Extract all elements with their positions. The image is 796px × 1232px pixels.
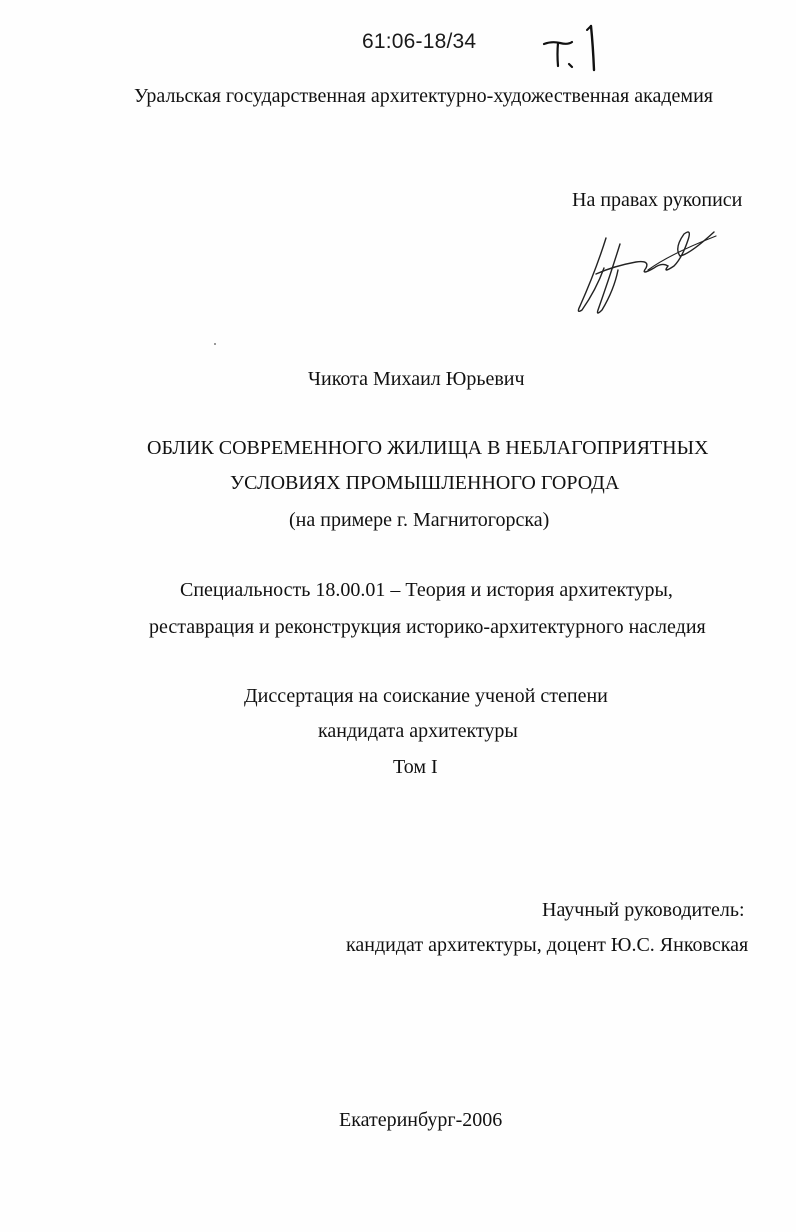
title-line-2: УСЛОВИЯХ ПРОМЫШЛЕННОГО ГОРОДА <box>230 472 620 494</box>
handwritten-volume-mark-icon <box>538 20 618 76</box>
place-year: Екатеринбург-2006 <box>339 1109 503 1131</box>
author-name: Чикота Михаил Юрьевич <box>308 368 525 390</box>
title-subtitle: (на примере г. Магнитогорска) <box>289 509 550 531</box>
manuscript-note: На правах рукописи <box>572 189 743 211</box>
specialty-line-1: Специальность 18.00.01 – Теория и история архитектуры, <box>180 579 673 601</box>
dissertation-line-2: кандидата архитектуры <box>318 720 518 742</box>
advisor-label: Научный руководитель: <box>542 899 745 921</box>
registry-code: 61:06-18/34 <box>362 30 477 53</box>
title-line-1: ОБЛИК СОВРЕМЕННОГО ЖИЛИЩА В НЕБЛАГОПРИЯТНЫХ <box>147 437 709 459</box>
specialty-line-2: реставрация и реконструкция историко-архитектурного наследия <box>149 616 706 638</box>
institution-name: Уральская государственная архитектурно-художественная академия <box>134 85 713 107</box>
scan-speck <box>214 343 216 345</box>
signature-icon <box>566 210 726 320</box>
dissertation-line-1: Диссертация на соискание ученой степени <box>244 685 608 707</box>
advisor-name: кандидат архитектуры, доцент Ю.С. Янковская <box>346 934 749 956</box>
volume-number: Том I <box>393 756 438 778</box>
